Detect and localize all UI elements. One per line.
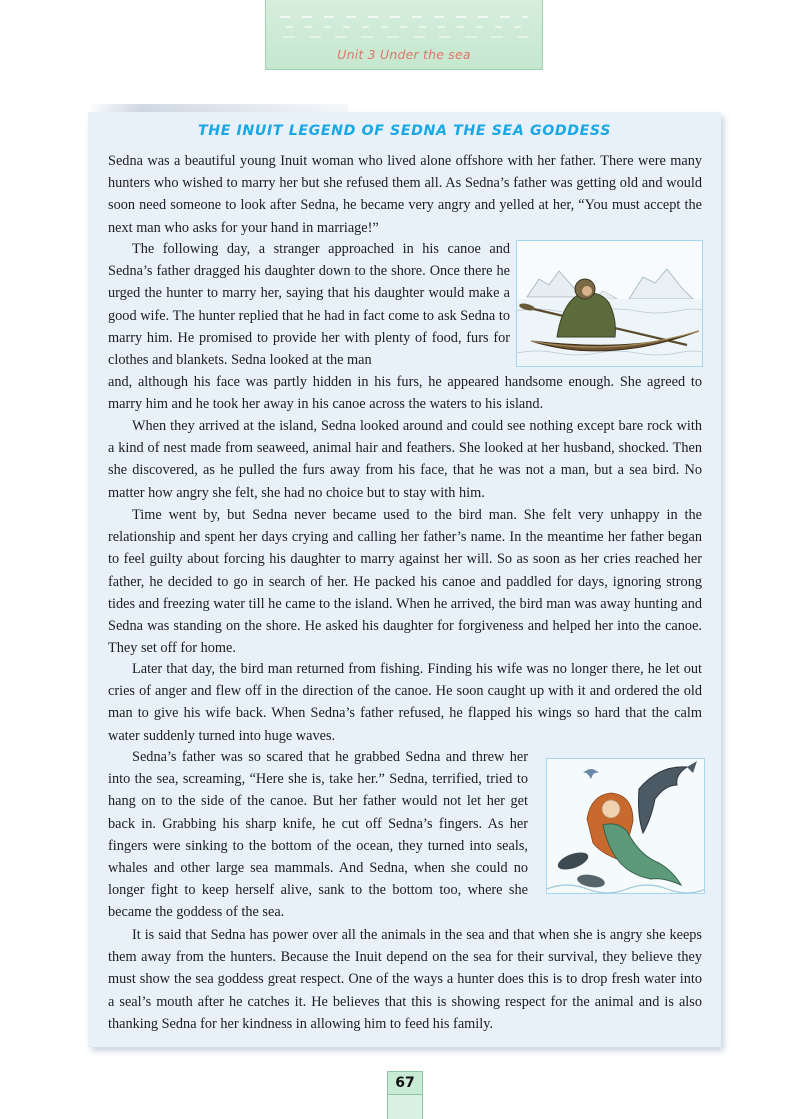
unit-header-tab bbox=[265, 0, 543, 70]
paragraph-5: Later that day, the bird man returned from fishing. Finding his wife was no longer there, he let out cries of anger and flew off in the direction of the canoe. He soon caught up with it and ordered the old man to give his wife back. When Sedna’s father refused, he flapped his wings so hard that the calm water suddenly turned into huge waves. bbox=[108, 661, 702, 744]
paragraph-6: Sedna’s father was so scared that he grabbed Sedna and threw her into the sea, screaming, “Here she is, take her.” Sedna, terrified, tried to hang on to the side of the canoe. But her father would not let her get back in. Grabbing his sharp knife, he cut off Sedna’s fingers. As her fingers were sinking to the bottom of the ocean, they turned into seals, whales and other large sea mammals. And Sedna, when she could no longer fight to keep herself alive, sank to the bottom too, where she became the goddess of the sea. bbox=[108, 749, 528, 921]
unit-label: Unit 3 Under the sea bbox=[337, 47, 471, 62]
page-number: 67 bbox=[387, 1071, 423, 1095]
hunter-canoe-illustration bbox=[516, 240, 703, 367]
sea-goddess-illustration bbox=[546, 758, 705, 894]
page-number-tab bbox=[387, 1095, 423, 1119]
paragraph-3: When they arrived at the island, Sedna looked around and could see nothing except bare rock with a kind of nest made from seaweed, animal hair and feathers. She looked at her husband, shocked. Then she discovered, as he pulled the furs away from his face, that he was not a man, but a sea bird. No matter how angry she felt, she had no choice but to stay with him. bbox=[108, 418, 702, 501]
paragraph-2-part-2: and, although his face was partly hidden in his furs, he appeared handsome enough. She agreed to marry him and he took her away in his canoe across the waters to his island. bbox=[108, 374, 702, 413]
paragraph-2-part-1: The following day, a stranger approached in his canoe and Sedna’s father dragged his daughter down to the shore. Once there he urged the hunter to marry her, saying that his daughter would make a good wife. The hunter replied that he had in fact come to ask Sedna to marry him. He promised to provide her with plenty of food, furs for clothes and blankets. Sedna looked at the man bbox=[108, 241, 510, 369]
panel-top-shadow bbox=[88, 104, 348, 112]
header-decoration bbox=[280, 12, 528, 40]
paragraph-4: Time went by, but Sedna never became used to the bird man. She felt very unhappy in the relationship and spent her days crying and calling her father’s name. In the meantime her father began to feel guilty about forcing his daughter to marry against her will. So as soon as her cries reached her father, he decided to go in search of her. He packed his canoe and paddled for days, ignoring strong tides and freezing water till he came to the island. When he arrived, the bird man was away hunting and Sedna was standing on the shore. He asked his daughter for forgiveness and helped her into the canoe. They set off for home. bbox=[108, 507, 702, 657]
paragraph-7: It is said that Sedna has power over all the animals in the sea and that when she is angry she keeps them away from the hunters. Because the Inuit depend on the sea for their survival, they believe they must show the sea goddess great respect. One of the ways a hunter does this is to drop fresh water into a seal’s mouth after he catches it. He believes that this is showing respect for the animal and is also thanking Sedna for her kindness in allowing him to feed his family. bbox=[108, 927, 702, 1032]
paragraph-1: Sedna was a beautiful young Inuit woman who lived alone offshore with her father. There were many hunters who wished to marry her but she refused them all. As Sedna’s father was getting old and would soon need someone to look after Sedna, he became very angry and yelled at her, “You must accept the next man who asks for your hand in marriage!” bbox=[108, 153, 702, 236]
article-title: THE INUIT LEGEND OF SEDNA THE SEA GODDESS bbox=[197, 123, 612, 139]
